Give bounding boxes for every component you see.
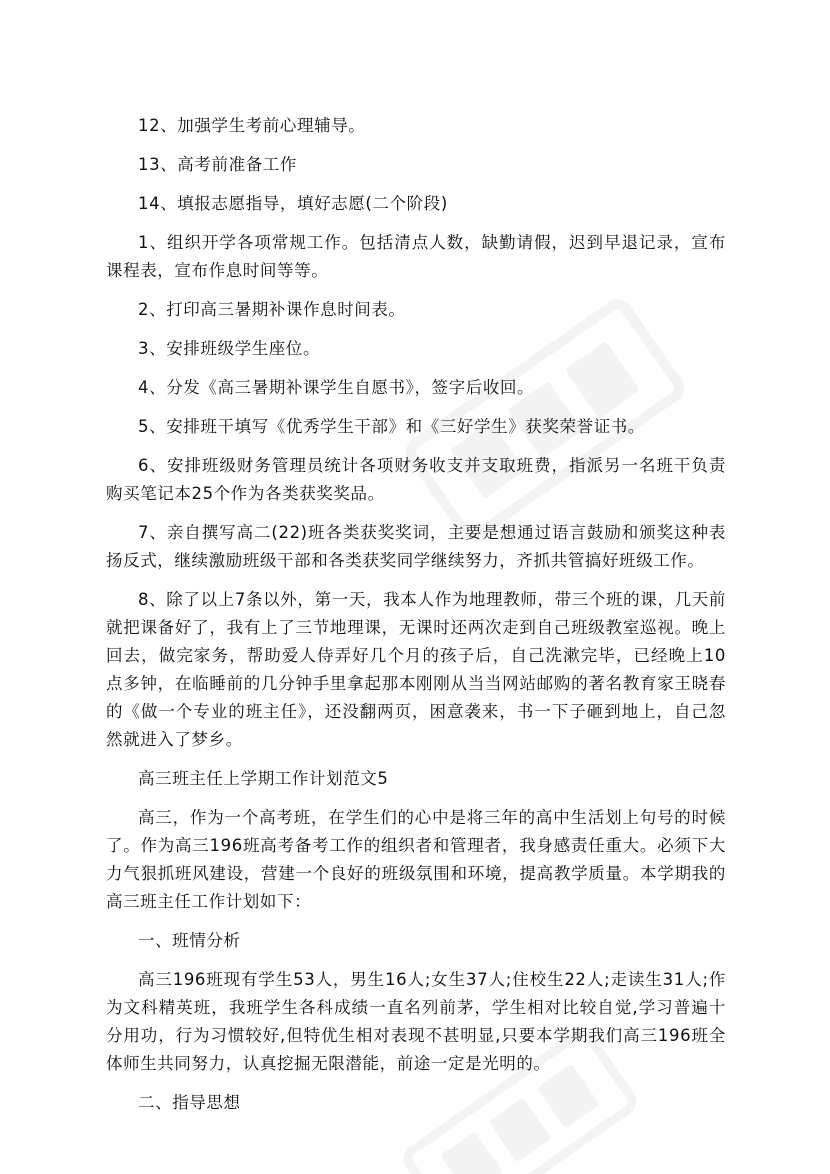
paragraph-item-13: 13、高考前准备工作 (138, 155, 297, 174)
paragraph-task-5: 5、安排班干填写《优秀学生干部》和《三好学生》获奖荣誉证书。 (138, 417, 645, 436)
paragraph-class-analysis: 高三196班现有学生53人，男生16人;女生37人;住校生22人;走读生31人;作为文科精英班，我班学生各科成绩一直名列前茅，学生相对比较自觉,学习普遍十分用功，行为习惯较好,但特优生相对表现不甚明显,只要本学期我们高三196班全体师生共同努力，认真挖掘无限潜能，前途一定是光明的。 (106, 970, 726, 1073)
paragraph-task-4: 4、分发《高三暑期补课学生自愿书》，签字后收回。 (138, 378, 535, 397)
section-title: 高三班主任上学期工作计划范文5 (138, 769, 389, 788)
document-body (106, 112, 726, 1128)
paragraph-task-7: 7、亲自撰写高二(22)班各类获奖奖词，主要是想通过语言鼓励和颁奖这种表扬反式，继续激励班级干部和各类获奖同学继续努力，齐抓共管搞好班级工作。 (106, 523, 726, 570)
paragraph-task-8: 8、除了以上7条以外，第一天，我本人作为地理教师，带三个班的课，几天前就把课备好了，我有上了三节地理课，无课时还两次走到自己班级教室巡视。晚上回去，做完家务，帮助爱人侍弄好几个月的孩子后，自己洗漱完毕，已经晚上10点多钟，在临睡前的几分钟手里拿起那本刚刚从当当网站邮购的著名教育家王晓春的《做一个专业的班主任》，还没翻两页，困意袭来，书一下子砸到地上，自己忽然就进入了梦乡。 (106, 590, 726, 749)
paragraph-task-1: 1、组织开学各项常规工作。包括清点人数，缺勤请假，迟到早退记录，宣布课程表，宣布作息时间等等。 (106, 233, 726, 280)
heading-guiding-ideology: 二、指导思想 (138, 1093, 241, 1112)
paragraph-task-6: 6、安排班级财务管理员统计各项财务收支并支取班费，指派另一名班干负责购买笔记本25个作为各类获奖奖品。 (106, 456, 726, 503)
paragraph-task-3: 3、安排班级学生座位。 (138, 339, 321, 358)
paragraph-item-12: 12、加强学生考前心理辅导。 (138, 116, 366, 135)
paragraph-task-2: 2、打印高三暑期补课作息时间表。 (138, 300, 406, 319)
paragraph-intro: 高三，作为一个高考班，在学生们的心中是将三年的高中生活划上句号的时候了。作为高三196班高考备考工作的组织者和管理者，我身感责任重大。必须下大力气狠抓班风建设，营建一个良好的班级氛围和环境，提高教学质量。本学期我的高三班主任工作计划如下： (106, 808, 726, 911)
heading-class-analysis: 一、班情分析 (138, 931, 241, 950)
paragraph-item-14: 14、填报志愿指导，填好志愿(二个阶段) (138, 194, 448, 213)
